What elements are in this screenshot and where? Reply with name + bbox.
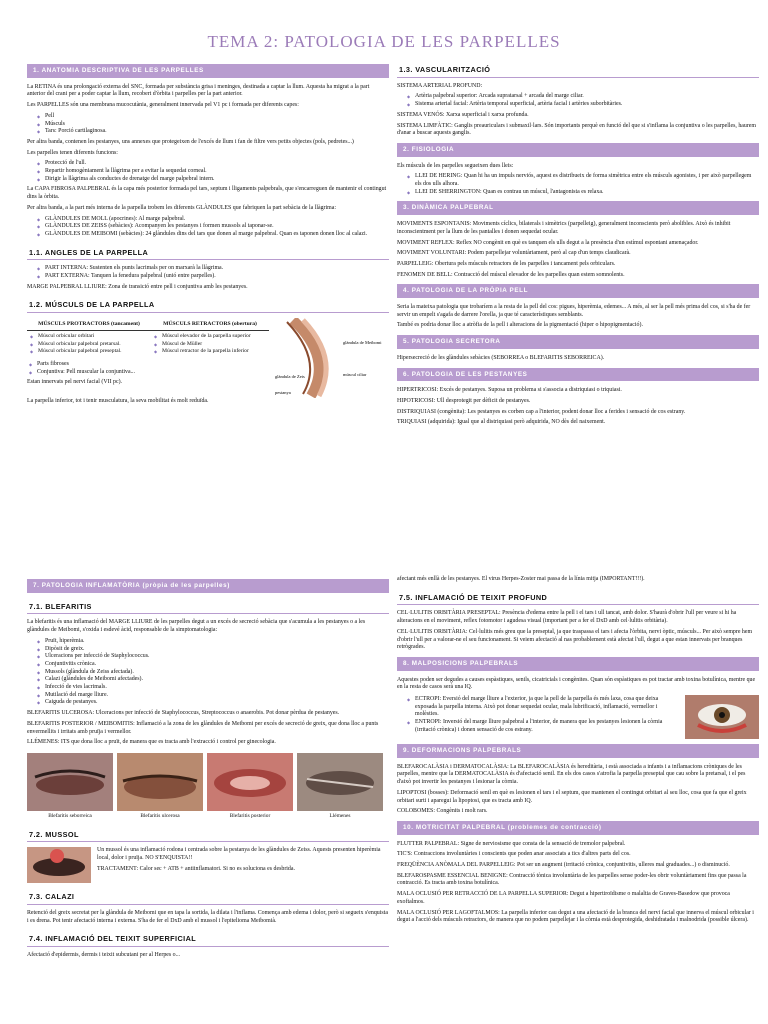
list-item: ◆ Múscul orbicular palpebral preseptal. — [38, 348, 150, 356]
list-item: ◆ GLÀNDULES DE MOLL (apocrines): Al marge palpebral. — [45, 216, 389, 224]
list-item: ◆ Múscul de Müller — [162, 341, 268, 349]
posterior-paragraph: BLEFARITIS POSTERIOR / MEIBOMITIS: Inflamació a la zona de les glàndules de Meibomi per excés de secreció de greix, que dona lloc a punts envermellits i irritats amb pruïja i vermellor. — [27, 720, 379, 735]
diagram-label: pestanya — [275, 390, 291, 396]
diagram-label: glàndula de Zeis — [275, 374, 305, 380]
symptoms-list — [27, 638, 389, 707]
section-header-8: 8. MALPOSICIONS PALPEBRALS — [397, 657, 759, 671]
list-item: ◆ Caiguda de pestanyes. — [45, 699, 389, 707]
photo-caption: Blefaritis posterior — [229, 812, 271, 819]
blefaritis-paragraph: La blefaritis és una inflamació del MARGE LLIURE de les parpelles degut a un excés de secreció sebàcia que s'acumula a les pestanyes o a les glàndules de Meibomi, s'oxida i esdevé àcid, responsable de la simptomatologia: — [27, 619, 366, 634]
mussol-photo — [27, 847, 91, 883]
subsection-header-1-2: 1.2. MÚSCULS DE LA PARPELLA — [27, 297, 389, 313]
section-header-6: 6. PATOLOGIA DE LES PESTANYES — [397, 368, 759, 382]
column-top-right — [397, 59, 759, 497]
mussol-block — [27, 847, 389, 883]
venos-text: SISTEMA VENÓS: Xarxa superficial i xarxa profunda. — [397, 111, 529, 118]
section-header-1: 1. ANATOMIA DESCRIPTIVA DE LES PARPELLES — [27, 64, 389, 78]
parpelles-paragraph: Les PARPELLES són una membrana mucocutània, generalment innervada pel V1 pc i formada per diferents capes: — [27, 102, 299, 109]
section-header-4: 4. PATOLOGIA DE LA PRÒPIA PELL — [397, 284, 759, 298]
eyelid-section-diagram — [273, 318, 389, 398]
list-item: ◆ Múscul elevador de la parpella superior — [162, 333, 268, 341]
herpes-continuation: afectant més enllà de les pestanyes. El virus Herpes-Zoster mai passa de la línia mitja (IMPORTANT!!!). — [397, 576, 645, 582]
list-item: ◆ Mussols (glàndula de Zeiss afectada). — [45, 669, 389, 677]
pestanyes-paragraph: Per altra banda, contenen les pestanyes, uns annexes que protegeixen de l'excés de llum i fan de filtre vers petits objectes (pols, pedretes...) — [27, 138, 354, 145]
malposicions-block — [397, 695, 759, 739]
subsection-header-1-1: 1.1. ANGLES DE LA PARPELLA — [27, 245, 389, 261]
arterial-list — [397, 93, 759, 108]
motricitat-item: MALA OCLUSIÓ PER RETRACCIÓ DE LA PARPELLA SUPERIOR: Degut a hipertiroïdisme o malaltia de Graves-Basedow que provoca exoftalmos. — [397, 891, 730, 905]
photo-caption: Blefaritis seborreica — [48, 812, 92, 819]
pestanyes-item: HIPERTRICOSI: Excés de pestanyes. Suposa un problema si s'associa a distriquiasi o triquiasi. — [397, 387, 622, 394]
list-item: ◆ Conjuntiva: Pell muscular la conjuntiva... — [37, 369, 269, 377]
capa-fibrosa-paragraph: La CAPA FIBROSA PALPEBRAL és la capa més posterior formada pel tars, septum i lligaments palpebrals, que s'encarreguen de mantenir el contingut dins la òrbita. — [27, 186, 387, 201]
list-item: ◆ Dipòsit de greix. — [45, 646, 389, 654]
cellulitis-preseptal-paragraph: CEL·LULITIS ORBITÀRIA PRESEPTAL: Presència d'edema entre la pell i el tars i ull tancat, amb dolor. S'haurà d'obrir l'ull per veure si hi ha alteracions en el moviment, reflex fotomotor i agudesa visual (important per a fer el DxD amb cel·lulitis orbitària). — [397, 610, 737, 625]
innervats-text: Estan innervats pel nervi facial (VII pc). — [27, 379, 123, 386]
blefaritis-posterior-photo — [207, 753, 293, 811]
list-item: ◆ Calazi (glàndules de Meibomi afectades). — [45, 676, 389, 684]
subsection-header-7-3: 7.3. CALAZI — [27, 889, 389, 905]
mussol-text — [97, 847, 389, 876]
section-header-10: 10. MOTRICITAT PALPEBRAL (problemes de contracció) — [397, 821, 759, 835]
subsection-header-7-2: 7.2. MUSSOL — [27, 827, 389, 843]
malposicions-intro: Aquestes poden ser degudes a causes espàstiques, senils, cicatricials i congènites. Quan són espàstiques es pot tractar amb toxina botulínica, mentre que en la resta de casos serà una IQ. — [397, 676, 756, 691]
malposicions-list — [397, 696, 679, 735]
llemenes-photo — [297, 753, 383, 811]
list-item: ◆ ECTROPI: Eversió del marge lliure a l'exterior, ja que la pell de la parpella és més laxa, cosa que deixa exposada la parpella interna. Això pot donar sequedat ocular, mala lubrificació, inflamació, vermellor i molèsties. — [415, 696, 679, 719]
list-item: ◆ GLÀNDULES DE ZEISS (sebàcies): Acompanyen les pestanyes i formen mussols al taponar-se. — [45, 223, 389, 231]
diagram-label: glàndula de Meibomi — [343, 340, 382, 346]
list-item: ◆ PART EXTERNA: Tanquen la fenedura palpebral (unió entre parpelles). — [45, 273, 389, 281]
section-header-5: 5. PATOLOGIA SECRETORA — [397, 335, 759, 349]
list-item: ◆ Múscul orbicular orbitari — [38, 333, 150, 341]
table-cell — [27, 330, 151, 360]
table-header: MÚSCULS PROTRACTORS (tancament) — [27, 320, 151, 330]
list-item: ◆ ENTROPI: Inversió del marge lliure palpebral a l'interior, de manera que les pestanyes lesionen la còrnia (irritació crònica) i donen sensació de cos estrany. — [415, 719, 679, 734]
blefaritis-seborreica-photo — [27, 753, 113, 811]
section-header-9: 9. DEFORMACIONS PALPEBRALS — [397, 744, 759, 758]
ulcerosa-paragraph: BLEFARITIS ULCEROSA: Ulceracions per infecció de Staphylococcus, Streptococcus o anaerobis. Pot donar pèrdua de pestanyes. — [27, 710, 340, 717]
glandules-list — [27, 216, 389, 239]
pestanyes-item: DISTRIQUIASI (congènita): Les pestanyes es corben cap a l'interior, podent donar lloc a ferides i sensació de cos estrany. — [397, 408, 686, 415]
funcions-list — [27, 160, 389, 183]
dinamica-item: MOVIMENT REFLEX: Reflex NO congènit en què es tanquen els ulls degut a la presència d'un estímul espontani amenaçador. — [397, 239, 699, 246]
deformacions-item: LIPOPTOSI (bosses): Deformació senil en què es lesionen el tars i el septum, que mantenen el contingut orbitari al seu lloc, cosa que fa que el greix orbitari surti i aparegui la lipoptosi, que es tracta amb IQ. — [397, 789, 747, 804]
glandules-paragraph: Per altra banda, a la part més interna de la parpella trobem les diferents GLÀNDULES que fabriquen la part sebàcia de la llàgrima: — [27, 204, 336, 211]
list-item: ◆ Protecció de l'ull. — [45, 160, 389, 168]
dinamica-item: MOVIMENTS ESPONTANIS: Moviments cíclics, bilaterals i simètrics (parpelleig), generalment inconscients però abolibles. Això és inhibit inconscientment per la llum de les pantalles i donen sequedat ocular. — [397, 221, 731, 235]
column-bottom-left — [27, 574, 389, 1024]
lleis-list — [397, 173, 759, 196]
teixit-superficial-paragraph: Afectació d'epidermis, dermis i teixit subcutani per al Herpes o... — [27, 952, 181, 959]
arterial-title: SISTEMA ARTERIAL PROFUND: — [397, 82, 483, 89]
list-item: ◆ Pruït, hiperèmia. — [45, 638, 389, 646]
motricitat-item: TIC'S: Contraccions involuntàries i conscients que poden anar associats a tics d'altres parts del cos. — [397, 851, 631, 858]
angles-list — [27, 265, 389, 280]
fisiologia-intro: Els músculs de les parpelles segueixen dues lleis: — [397, 162, 514, 169]
motricitat-item: FREQÜÈNCIA ANÒMALA DEL PARPELLEIG: Pot ser un augment (irritació crònica, conjuntivitis, ulleres mal graduades...) o disminució. — [397, 862, 730, 869]
dinamica-item: FENOMEN DE BELL: Contracció del múscul elevador de les parpelles quan estem somnolents. — [397, 271, 625, 278]
list-item: ◆ Múscul orbicular palpebral pretarsal. — [38, 341, 150, 349]
parts-list — [27, 361, 269, 376]
mussol-tractament: TRACTAMENT: Calor sec + ATB + antiinflamatori. Si no es soluciona es desbrida. — [97, 865, 295, 872]
deformacions-item: COLOBOMES: Congènits i molt rars. — [397, 808, 488, 815]
list-item: ◆ LLEI DE HERING: Quan hi ha un impuls nerviós, aquest es distribueix de forma simètrica entre els músculs agonistes, i per això parpellegem els dos ulls alhora. — [415, 173, 759, 188]
funcions-paragraph: Les parpelles tenen diferents funcions: — [27, 149, 118, 156]
list-item: ◆ Ulceracions per infecció de Staphylococcus. — [45, 653, 389, 661]
section-header-7: 7. PATOLOGIA INFLAMATÒRIA (pròpia de les parpelles) — [27, 579, 389, 593]
dinamica-item: PARPELLEIG: Obertura pels músculs retractors de les parpelles i tancament pels orbiculars. — [397, 260, 616, 267]
parpella-inferior-text: La parpella inferior, tot i tenir musculatura, la seva mobilitat és molt reduïda. — [27, 398, 209, 405]
subsection-header-7-1: 7.1. BLEFARITIS — [27, 599, 389, 615]
subsection-header-1-3: 1.3. VASCULARITZACIÓ — [397, 62, 759, 78]
section-header-2: 2. FISIOLOGIA — [397, 143, 759, 157]
calazi-paragraph: Retenció del greix secretat per la glàndula de Meibomi que en tapa la sortida, la dilata i l'inflama. Comença amb edema i dolor, però si segueix s'enquista i es drena. Pot tenir afectació interna i externa. S'ha de fer el DxD amb el mussol i l'epitelioma Meibomià. — [27, 910, 388, 924]
deformacions-item: BLEFAROCALÀSIA i DERMATOCALÀSIA: La BLEFAROCALÀSIA és hereditària, i està associada a infants i a inflamacions cròniques de les parpelles, mentre que la DERMATOCALÀSIA és d'afectació senil. En els dos casos s'atrofia la parpella preseptal que cau sobre la pretarsal, i el pes d'això pot invertir les pestanyes i lesionar la còrnia. — [397, 763, 746, 786]
blefaritis-ulcerosa-photo — [117, 753, 203, 811]
muscles-table-wrap — [27, 318, 269, 398]
cellulitis-orbitaria-paragraph: CEL·LULITIS ORBITÀRIA: Cel·lulitis més greu que la preseptal, ja que traspassa el tars i afecta l'òrbita, nervi òptic, músculs... Per això sempre hem d'obrir l'ull per a valorar-ne el seu funcionament. Si veiem afectació al nas probablement està afectat l'ull, degut a que estan innervats per branques retrògrades. — [397, 628, 753, 651]
marge-paragraph: MARGE PALPEBRAL LLIURE: Zona de transició entre pell i conjuntiva amb les pestanyes. — [27, 283, 248, 290]
pell-paragraph-2: També es podria donar lloc a atròfia de la pell i alteracions de la pigmentació (hiper o hipopigmentació). — [397, 322, 643, 329]
motricitat-item: BLEFAROSPASME ESSENCIAL BENIGNE: Contracció tònica involuntària de les parpelles sense poder-les obrir voluntàriament fins que passa la contracció. Es tracta amb toxina botulínica. — [397, 872, 747, 887]
list-item: ◆ Sistema arterial facial: Artèria temporal superficial, artèria facial i artèries suborbitàries. — [415, 101, 759, 109]
list-item: ◆ LLEI DE SHERRINGTON: Quan es contrau un múscul, l'antagonista es relaxa. — [415, 189, 759, 197]
motricitat-item: FLUTTER PALPEBRAL: Signe de nerviosisme que consta de la sensació de tremolor palpebral. — [397, 840, 626, 847]
retina-paragraph: La RETINA és una prolongació externa del SNC, formada per substància grisa i meninges, destinada a captar la llum. Aquesta ha migrat a la part anterior del crani per a poder captar la llum, recobert d'òrbita i parpelles per la part anterior. — [27, 83, 370, 98]
pestanyes-item: HIPOTRICOSI: Ull desprotegit per dèficit de pestanyes. — [397, 397, 531, 404]
list-item: ◆ Pell — [45, 113, 389, 121]
diagram-label: múscul ciliar — [343, 372, 367, 378]
table-cell — [151, 330, 269, 360]
list-item: ◆ GLÀNDULES DE MEIBOMI (sebàcies): 24 glàndules dins del tars que donen al marge palpebral. Quan es taponen donen lloc al calazi. — [45, 231, 389, 239]
table-header: MÚSCULS RETRACTORS (obertura) — [151, 320, 269, 330]
photo-caption: Blefaritis ulcerosa — [140, 812, 180, 819]
muscles-table — [27, 320, 269, 360]
list-item: ◆ Infecció de vies lacrimals. — [45, 684, 389, 692]
list-item: ◆ Parts fibroses — [37, 361, 269, 369]
mussol-paragraph: Un mussol és una inflamació rodona i centrada sobre la pestanya de les glàndules de Zeiss. Aquests presenten hiperèmia local, dolor i pruïja. NO S'ENQUISTA!! — [97, 847, 381, 862]
blefaritis-photos — [27, 753, 389, 811]
pell-paragraph: Seria la mateixa patologia que trobaríem a la resta de la pell del cos: pigues, hiperèmia, edemes... A més, al ser la pell més prima del cos, si s'ha de fer servir un empelt s'agafa de darrere l'orella, ja que té característiques semblants. — [397, 304, 751, 318]
section-header-3: 3. DINÀMICA PALPEBRAL — [397, 201, 759, 215]
layers-list — [27, 113, 389, 136]
secretora-text: Hipersecreció de les glàndules sebàcies (SEBORREA o BLEFARITIS SEBORREICA). — [397, 354, 605, 361]
list-item: ◆ Repartir homogèniament la llàgrima per a evitar la sequedat corneal. — [45, 168, 389, 176]
limfatic-text: SISTEMA LIMFÀTIC: Ganglis preauriculars i submaxil·lars. Són importants perquè en funció del que si s'inflama la conjuntiva o les parpelles, haurem d'anar a buscar aquests ganglis. — [397, 122, 757, 137]
list-item: ◆ PART INTERNA: Sustenten els punts lacrimals per on marxarà la llàgrima. — [45, 265, 389, 273]
list-item: ◆ Músculs — [45, 121, 389, 129]
subsection-header-7-5: 7.5. INFLAMACIÓ DE TEIXIT PROFUND — [397, 590, 759, 606]
motricitat-item: MALA OCLUSIÓ PER LAGOFTALMOS: La parpella inferior cau degut a una afectació de la branca del nervi facial que innerva el múscul orbicular i degut a l'acció dels músculs retractors, de manera que no podem parpellejar i la còrnia està desprotegida, deshidratada i malnodrida (possible úlcera). — [397, 909, 754, 924]
list-item: ◆ Dirigir la llàgrima als conductes de drenatge del marge palpebral intern. — [45, 176, 389, 184]
column-top-left — [27, 59, 389, 497]
photo-caption: Llémenes — [329, 812, 351, 819]
list-item: ◆ Conjuntivitis crònica. — [45, 661, 389, 669]
subsection-header-7-4: 7.4. INFLAMACIÓ DEL TEIXIT SUPERFICIAL — [27, 931, 389, 947]
muscles-block — [27, 318, 389, 398]
dinamica-item: MOVIMENT VOLUNTARI: Podem parpellejar voluntàriament, però al cap d'un temps claudicarà. — [397, 250, 631, 257]
list-item: ◆ Múscul retractor de la parpella inferior — [162, 348, 268, 356]
list-item: ◆ Artèria palpebral superior: Arcada supratarsal + arcada del marge ciliar. — [415, 93, 759, 101]
llemenes-paragraph: LLÉMENES: ITS que dona lloc a pruït, de manera que es tracta amb l'extracció i control per ginecologia. — [27, 739, 276, 746]
ectropi-photo — [685, 695, 759, 739]
pestanyes-item: TRIQUIASI (adquirida): Igual que al distriquiasi però adquirida, NO dès del naixement. — [397, 419, 606, 426]
list-item: ◆ Tars: Porció cartilaginosa. — [45, 128, 389, 136]
list-item: ◆ Mutilació del marge lliure. — [45, 692, 389, 700]
column-bottom-right — [397, 574, 759, 1024]
page-title: TEMA 2: PATOLOGIA DE LES PARPELLES — [207, 32, 561, 51]
photo-captions — [27, 813, 389, 821]
